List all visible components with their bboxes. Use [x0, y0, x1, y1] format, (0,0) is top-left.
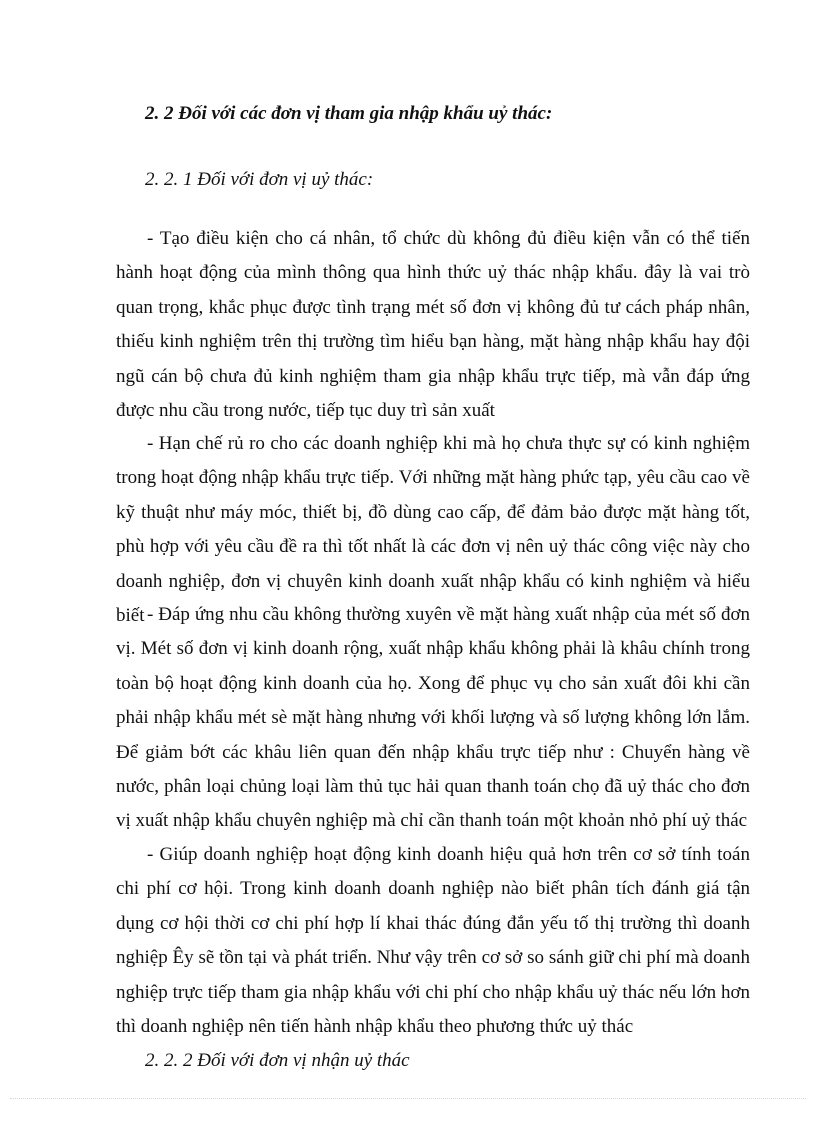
paragraph-block-3	[116, 598, 750, 839]
paragraph: - Tạo điều kiện cho cá nhân, tổ chức dù không đủ điều kiện vẫn có thể tiến hành hoạt động của mình thông qua hình thức uỷ thác nhập khẩu. đây là vai trò quan trọng, khắc phục được tình trạng mét số đơn vị không đủ tư cách pháp nhân, thiếu kinh nghiệm trên thị trường tìm hiểu bạn hàng, mặt hàng nhập khẩu hay đội ngũ cán bộ chưa đủ kinh nghiệm tham gia nhập khẩu trực tiếp, mà vẫn đáp ứng được nhu cầu trong nước, tiếp tục duy trì sản xuất	[116, 228, 750, 422]
paragraph: - Giúp doanh nghiệp hoạt động kinh doanh hiệu quả hơn trên cơ sở tính toán chi phí cơ hội. Trong kinh doanh doanh nghiệp nào biết phân tích đánh giá tận dụng cơ hội thời cơ chi phí hợp lí khai thác đúng đắn yếu tố thị trường thì doanh nghiệp Êy sẽ tồn tại và phát triển. Như vậy trên cơ sở so sánh giữ chi phí mà doanh nghiệp trực tiếp tham gia nhập khẩu với chi phí cho nhập khẩu uỷ thác nếu lớn hơn thì doanh nghiệp nên tiến hành nhập khẩu theo phương thức uỷ thác	[116, 844, 750, 1038]
paragraph-block-1	[116, 222, 750, 428]
subsection-heading-1: 2. 2. 1 Đối với đơn vị uỷ thác:	[145, 169, 374, 190]
paragraph: - Đáp ứng nhu cầu không thường xuyên về mặt hàng xuất nhập của mét số đơn vị. Mét số đơn vị kinh doanh rộng, xuất nhập khẩu không phải là khâu chính trong toàn bộ hoạt động kinh doanh của họ. Xong để phục vụ cho sản xuất đôi khi cần phải nhập khẩu mét sè mặt hàng nhưng với khối lượng và số lượng không lớn lắm. Để giảm bớt các khâu liên quan đến nhập khẩu trực tiếp như : Chuyển hàng về nước, phân loại chủng loại làm thủ tục hải quan thanh toán chọ đã uỷ thác cho đơn vị xuất nhập khẩu chuyên nghiệp mà chỉ cần thanh toán một khoản nhỏ phí uỷ thác	[116, 604, 750, 832]
paragraph: - Hạn chế rủ ro cho các doanh nghiệp khi mà họ chưa thực sự có kinh nghiệm trong hoạt động nhập khẩu trực tiếp. Với những mặt hàng phức tạp, yêu cầu cao về kỹ thuật như máy móc, thiết bị, đồ dùng cao cấp, để đảm bảo được mặt hàng tốt, phù hợp với yêu cầu đề ra thì tốt nhất là các đơn vị nên uỷ thác công việc này cho doanh nghiệp, đơn vị chuyên kinh doanh xuất nhập khẩu có kinh nghiệm và hiểu biết	[116, 433, 750, 627]
section-heading: 2. 2 Đối với các đơn vị tham gia nhập khẩu uỷ thác:	[145, 103, 553, 124]
paragraph-block-4	[116, 838, 750, 1044]
page-bottom-divider	[10, 1098, 806, 1099]
subsection-heading-2: 2. 2. 2 Đối với đơn vị nhận uỷ thác	[145, 1050, 410, 1071]
